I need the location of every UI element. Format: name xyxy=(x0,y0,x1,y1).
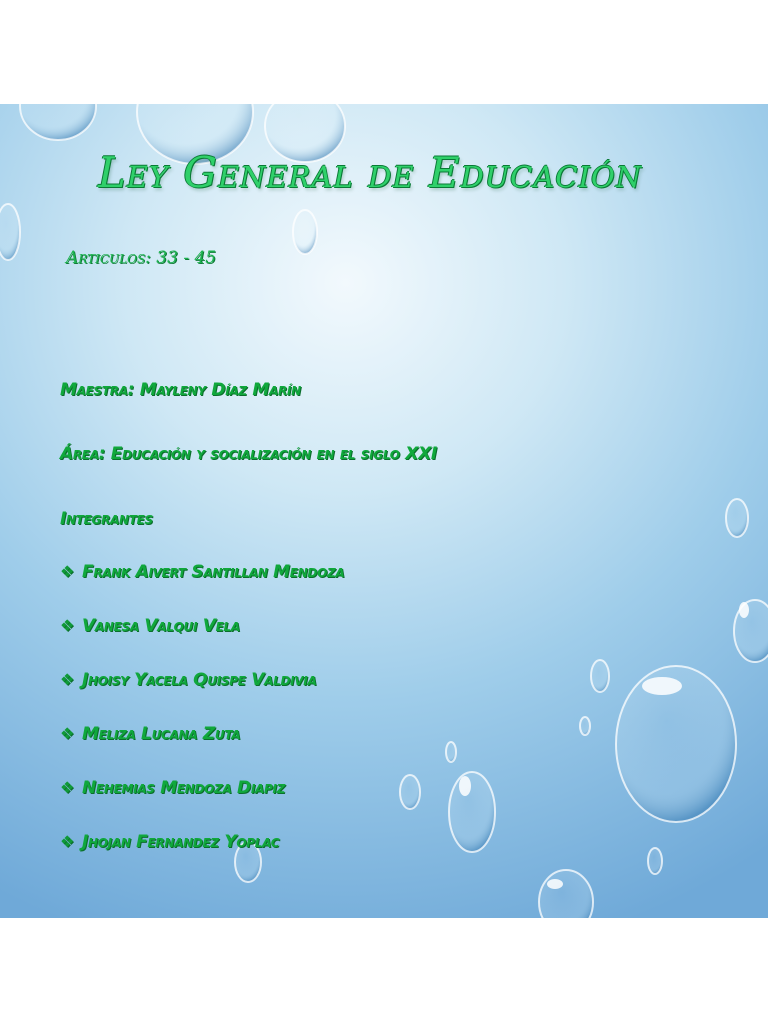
area-line: Área: Educación y socialización en el siglo XXI xyxy=(60,444,437,464)
slide-subtitle: Articulos: 33 - 45 xyxy=(66,248,217,268)
member-name: Frank Aivert Santillan Mendoza xyxy=(82,562,345,582)
diamond-bullet-icon: ❖ xyxy=(60,724,75,743)
members-list xyxy=(60,562,344,886)
list-item xyxy=(60,616,344,670)
diamond-bullet-icon: ❖ xyxy=(60,832,75,851)
slide xyxy=(0,104,768,918)
member-name: Nehemias Mendoza Diapiz xyxy=(82,778,286,798)
list-item xyxy=(60,562,344,616)
diamond-bullet-icon: ❖ xyxy=(60,562,75,581)
members-heading: Integrantes xyxy=(60,509,153,529)
teacher-line: Maestra: Mayleny Díaz Marín xyxy=(60,380,301,400)
member-name: Jhojan Fernandez Yoplac xyxy=(82,832,280,852)
slide-title: Ley General de Educación xyxy=(97,148,643,197)
diamond-bullet-icon: ❖ xyxy=(60,616,75,635)
list-item xyxy=(60,670,344,724)
diamond-bullet-icon: ❖ xyxy=(60,670,75,689)
diamond-bullet-icon: ❖ xyxy=(60,778,75,797)
member-name: Jhoisy Yacela Quispe Valdivia xyxy=(82,670,317,690)
list-item xyxy=(60,832,344,886)
member-name: Vanesa Valqui Vela xyxy=(82,616,240,636)
list-item xyxy=(60,778,344,832)
list-item xyxy=(60,724,344,778)
member-name: Meliza Lucana Zuta xyxy=(82,724,241,744)
